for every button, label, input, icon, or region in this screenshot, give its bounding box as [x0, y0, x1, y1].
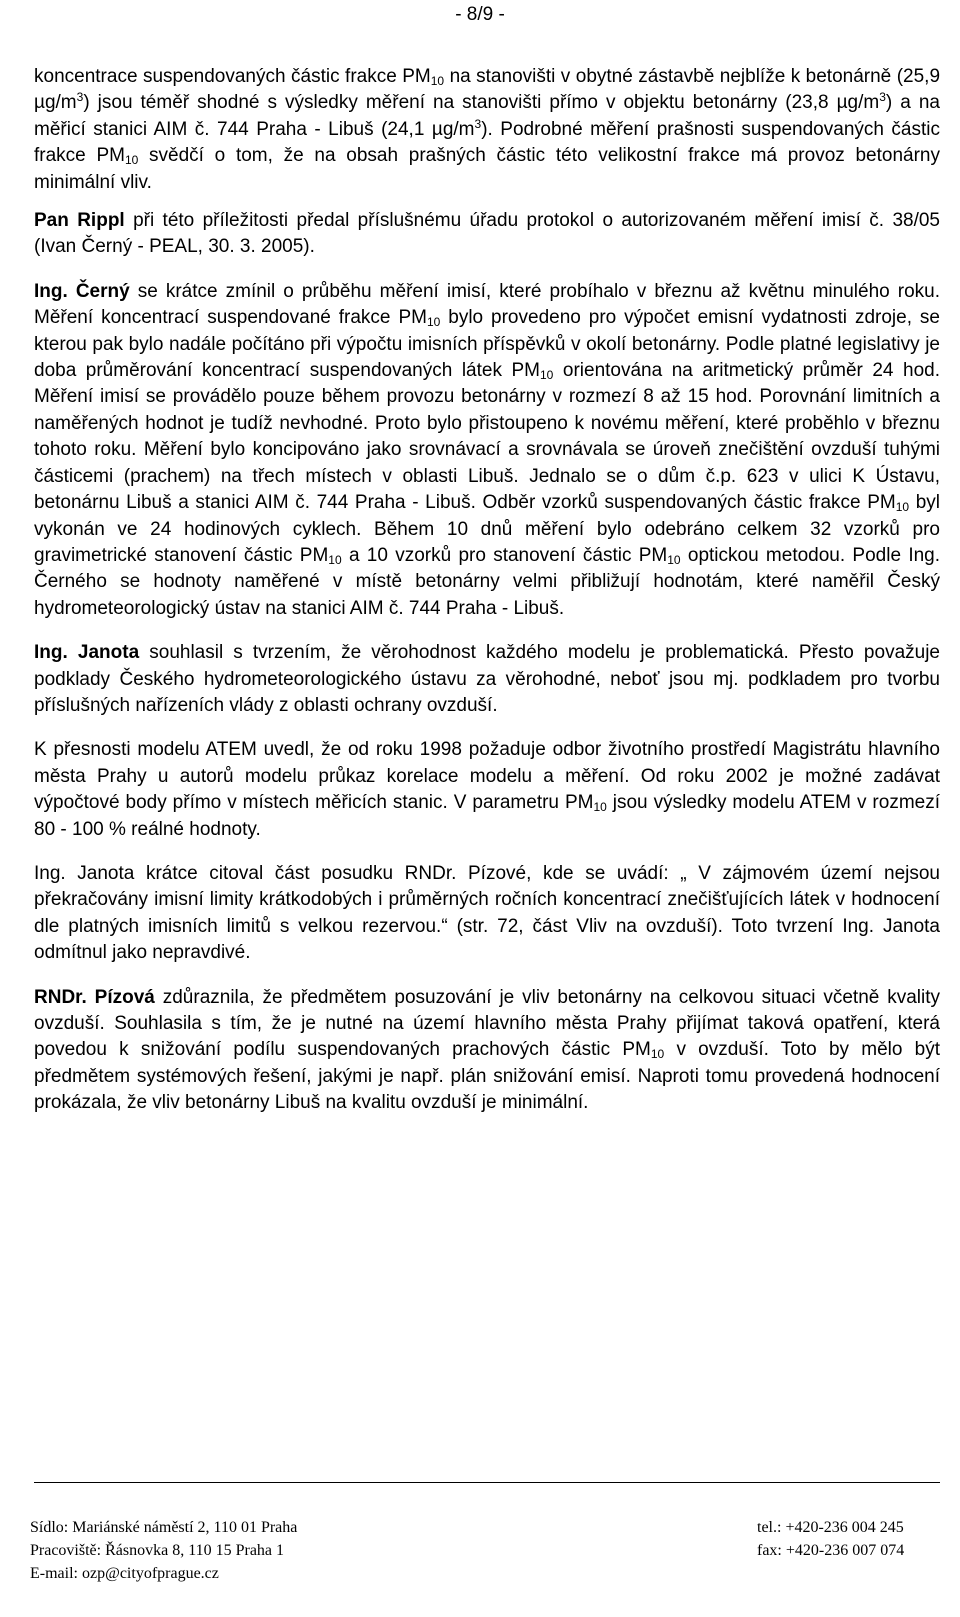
text-run: a 10 vzorků pro stanovení částic PM — [341, 544, 668, 566]
subscript: 10 — [667, 552, 681, 567]
text-run: orientována na aritmetický průměr 24 hod. Měření imisí se provádělo pouze během provozu betonárny v rozmezí 8 až 15 hod. Porovnání limitních a naměřených hodnot je tudíž nevhodné. Proto bylo přistoupeno k novému měření, které proběhlo v březnu tohoto roku. Měření bylo koncipováno jako srovnávací a srovnávala se úroveň znečištění ovzduší tuhými částicemi (prachem) na třech místech v oblasti Libuš. Jednalo se o dům č.p. 623 v ulici K Ústavu, betonárnu Libuš a stanici AIM č. 744 Praha - Libuš. Odběr vzorků suspendovaných částic frakce PM — [34, 360, 941, 514]
paragraph-atem-model — [34, 737, 940, 843]
footer-divider — [34, 1482, 940, 1483]
text-run: na stanovišti v obytné zástavbě nejblíže k betonárně (25,9 µg/m — [34, 66, 941, 114]
speaker-name: Pízová — [94, 986, 155, 1008]
subscript: 10 — [895, 500, 910, 515]
subscript: 10 — [430, 74, 445, 88]
document-body — [34, 64, 940, 1135]
text-run: koncentrace suspendovaných částic frakce PM — [34, 66, 431, 87]
paragraph-pm10-results — [34, 64, 940, 196]
text-run: optickou metodou. Podle Ing. Černého se hodnoty naměřené v místě betonárny velmi přibližují hodnotám, které naměřil Český hydrometeorologický ústav na stanici AIM č. 744 Praha - Libuš. — [34, 544, 941, 619]
speaker-name: Pan Rippl — [34, 210, 125, 232]
footer-contact-block — [757, 1516, 904, 1562]
paragraph-pizova — [34, 985, 940, 1117]
text-run: byl vykonán ve 24 hodinových cyklech. Během 10 dnů měření bylo odebráno celkem 32 vzorků pro gravimetrické stanovení částic PM — [34, 492, 940, 566]
text-run: jsou výsledky modelu ATEM v rozmezí 80 - 100 % reálné hodnoty. — [34, 792, 940, 840]
subscript: 10 — [124, 153, 139, 168]
footer-fax: fax: +420-236 007 074 — [757, 1542, 905, 1559]
footer-address-block — [30, 1516, 297, 1585]
text-run: při této příležitosti předal příslušnému úřadu protokol o autorizovaném měření imisí č. 38/05 (Ivan Černý - PEAL, 30. 3. 2005). — [34, 210, 940, 258]
paragraph-janota-citation — [34, 861, 940, 967]
text-run: se krátce zmínil o průběhu měření imisí, které probíhalo v březnu až květnu minulého roku. Měření koncentrací suspendované frakce PM — [34, 280, 940, 329]
footer-workplace: Pracoviště: Řásnovka 8, 110 15 Praha 1 — [30, 1542, 285, 1559]
text-run: ) jsou téměř shodné s výsledky měření na stanovišti přímo v objektu betonárny (23,8 µg/m — [83, 92, 880, 114]
subscript: 10 — [426, 315, 441, 330]
text-run: svědčí o tom, že na obsah prašných částic této velikostní frakce má provoz betonárny minimální vliv. — [34, 145, 940, 193]
text-run: ). Podrobné měření prašnosti suspendovaných částic frakce PM — [34, 118, 940, 167]
paragraph-rippl — [34, 208, 940, 261]
subscript: 10 — [593, 800, 607, 815]
footer-tel: tel.: +420-236 004 245 — [757, 1519, 904, 1536]
speaker-title: Ing. — [34, 642, 68, 664]
superscript: 3 — [474, 116, 482, 131]
text-run: Ing. Janota krátce citoval část posudku RNDr. Pízové, kde se uvádí: „ V zájmovém území nejsou překračovány imisní limity krátkodobých i průměrných ročních koncentrací znečišťujících látek v hodnocení dle platných imisních limitů s velkou rezervou.“ (str. 72, část Vliv na ovzduší). Toto tvrzení Ing. Janota odmítnul jako nepravdivé. — [34, 862, 940, 964]
text-run: ) a na měřicí stanici AIM č. 744 Praha - Libuš (24,1 µg/m — [34, 92, 940, 140]
page-number: - 8/9 - — [455, 4, 505, 25]
speaker-name: Černý — [75, 280, 130, 302]
footer-email: E-mail: ozp@cityofprague.cz — [30, 1565, 219, 1582]
speaker-title: Ing. — [34, 280, 68, 302]
text-run: v ovzduší. Toto by mělo být předmětem systémových řešení, jakými je např. plán snižování emisí. Naproti tomu provedená hodnocení prokázala, že vliv betonárny Libuš na kvalitu ovzduší je minimální. — [34, 1039, 940, 1114]
superscript: 3 — [76, 90, 84, 105]
text-run: souhlasil s tvrzením, že věrohodnost každého modelu je problematická. Přesto považuje podklady Českého hydrometeorologického ústavu za věrohodné, neboť jsou mj. podkladem pro tvorbu příslušných nařízeních vlády z oblasti ochrany ovzduší. — [34, 642, 940, 716]
speaker-name: Janota — [77, 642, 140, 664]
subscript: 10 — [328, 552, 342, 567]
superscript: 3 — [879, 90, 886, 105]
text-run: zdůraznila, že předmětem posuzování je vliv betonárny na celkovou situaci včetně kvality ovzduší. Souhlasila s tím, že je nutné na území hlavního města Prahy přijímat taková opatření, která povedou k snižování podílu suspendovaných prachových částic PM — [34, 986, 940, 1061]
subscript: 10 — [540, 368, 554, 383]
paragraph-janota — [34, 640, 940, 719]
text-run: K přesnosti modelu ATEM uvedl, že od roku 1998 požaduje odbor životního prostředí Magistrátu hlavního města Prahy u autorů modelu průkaz korelace modelu a měření. Od roku 2002 je možné zadávat výpočtové body přímo v místech měřicích stanic. V parametru PM — [34, 739, 940, 814]
text-run: bylo provedeno pro výpočet emisní vydatnosti zdroje, se kterou pak bylo nadále počítáno při výpočtu imisních příspěvků v okolí betonárny. Podle platné legislativy je doba průměrování koncentrací suspendovaných látek PM — [34, 307, 940, 382]
paragraph-cerny — [34, 279, 940, 622]
speaker-title: RNDr. — [34, 986, 87, 1008]
subscript: 10 — [650, 1047, 665, 1062]
footer-address: Sídlo: Mariánské náměstí 2, 110 01 Praha — [30, 1519, 298, 1536]
